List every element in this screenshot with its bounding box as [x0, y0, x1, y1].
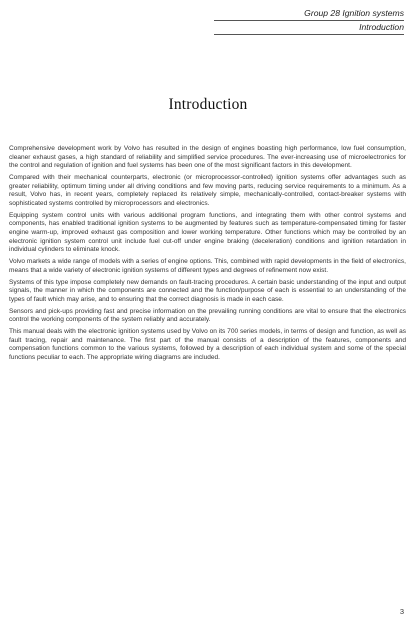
- paragraph: Equipping system control units with various additional program functions, and integrating them with other control systems and components, has enabled traditional ignition systems to be augmented by features such as temperature-compensated timing for faster engine warm-up, improved exhaust gas composition and lower working temperature. Other functions which may be controlled by an electronic ignition system control unit include fuel cut-off under engine braking (deceleration) conditions and ignition retardation in individual cylinders to eliminate knock.: [9, 211, 406, 254]
- page-number: 3: [399, 607, 404, 616]
- paragraph: Systems of this type impose completely new demands on fault-tracing procedures. A certain basic understanding of the input and output signals, the manner in which the components are connected and the function/purpose of each is essential to an understanding of the types of fault which may arise, and to ensuring that the correct diagnosis is made in each case.: [9, 278, 406, 303]
- paragraph: Volvo markets a wide range of models with a series of engine options. This, combined with rapid developments in the field of electronics, means that a wide variety of electronic ignition systems of different types and degrees of refinement now exist.: [9, 258, 406, 274]
- header-chapter: Group 28 Ignition systems: [304, 8, 404, 18]
- header-section: Introduction: [359, 22, 404, 32]
- header-rule-top: [214, 20, 404, 21]
- paragraph: Comprehensive development work by Volvo has resulted in the design of engines boasting high performance, low fuel consumption, cleaner exhaust gases, a high standard of reliability and simplified service procedures. The ever-increasing use of microelectronics for the control and regulation of ignition and fuel systems has been one of the most significant factors in this development.: [9, 145, 406, 170]
- paragraph: This manual deals with the electronic ignition systems used by Volvo on its 700 series models, in terms of design and function, as well as fault tracing, repair and maintenance. The first part of the manual consists of a description of the features, components and compensation functions common to the various systems, followed by a description of each individual system and some of the special functions peculiar to each. The appropriate wiring diagrams are included.: [9, 328, 406, 361]
- paragraph: Compared with their mechanical counterparts, electronic (or microprocessor-controlled) ignition systems offer advantages such as greater reliability, optimum timing under all driving conditions and few moving parts, reducing service requirements to a minimum. As a result, Volvo has, in recent years, completely replaced its relatively simple, mechanically-controlled, contact-breaker systems with sophisticated systems controlled by microprocessors and electronics.: [9, 174, 406, 207]
- page-title: Introduction: [168, 96, 248, 113]
- body-text: [9, 145, 406, 366]
- paragraph: Sensors and pick-ups providing fast and precise information on the prevailing running conditions are vital to ensure that the electronics control the working components of the system reliably and accurately.: [9, 307, 406, 324]
- header-rule-bottom: [214, 34, 404, 35]
